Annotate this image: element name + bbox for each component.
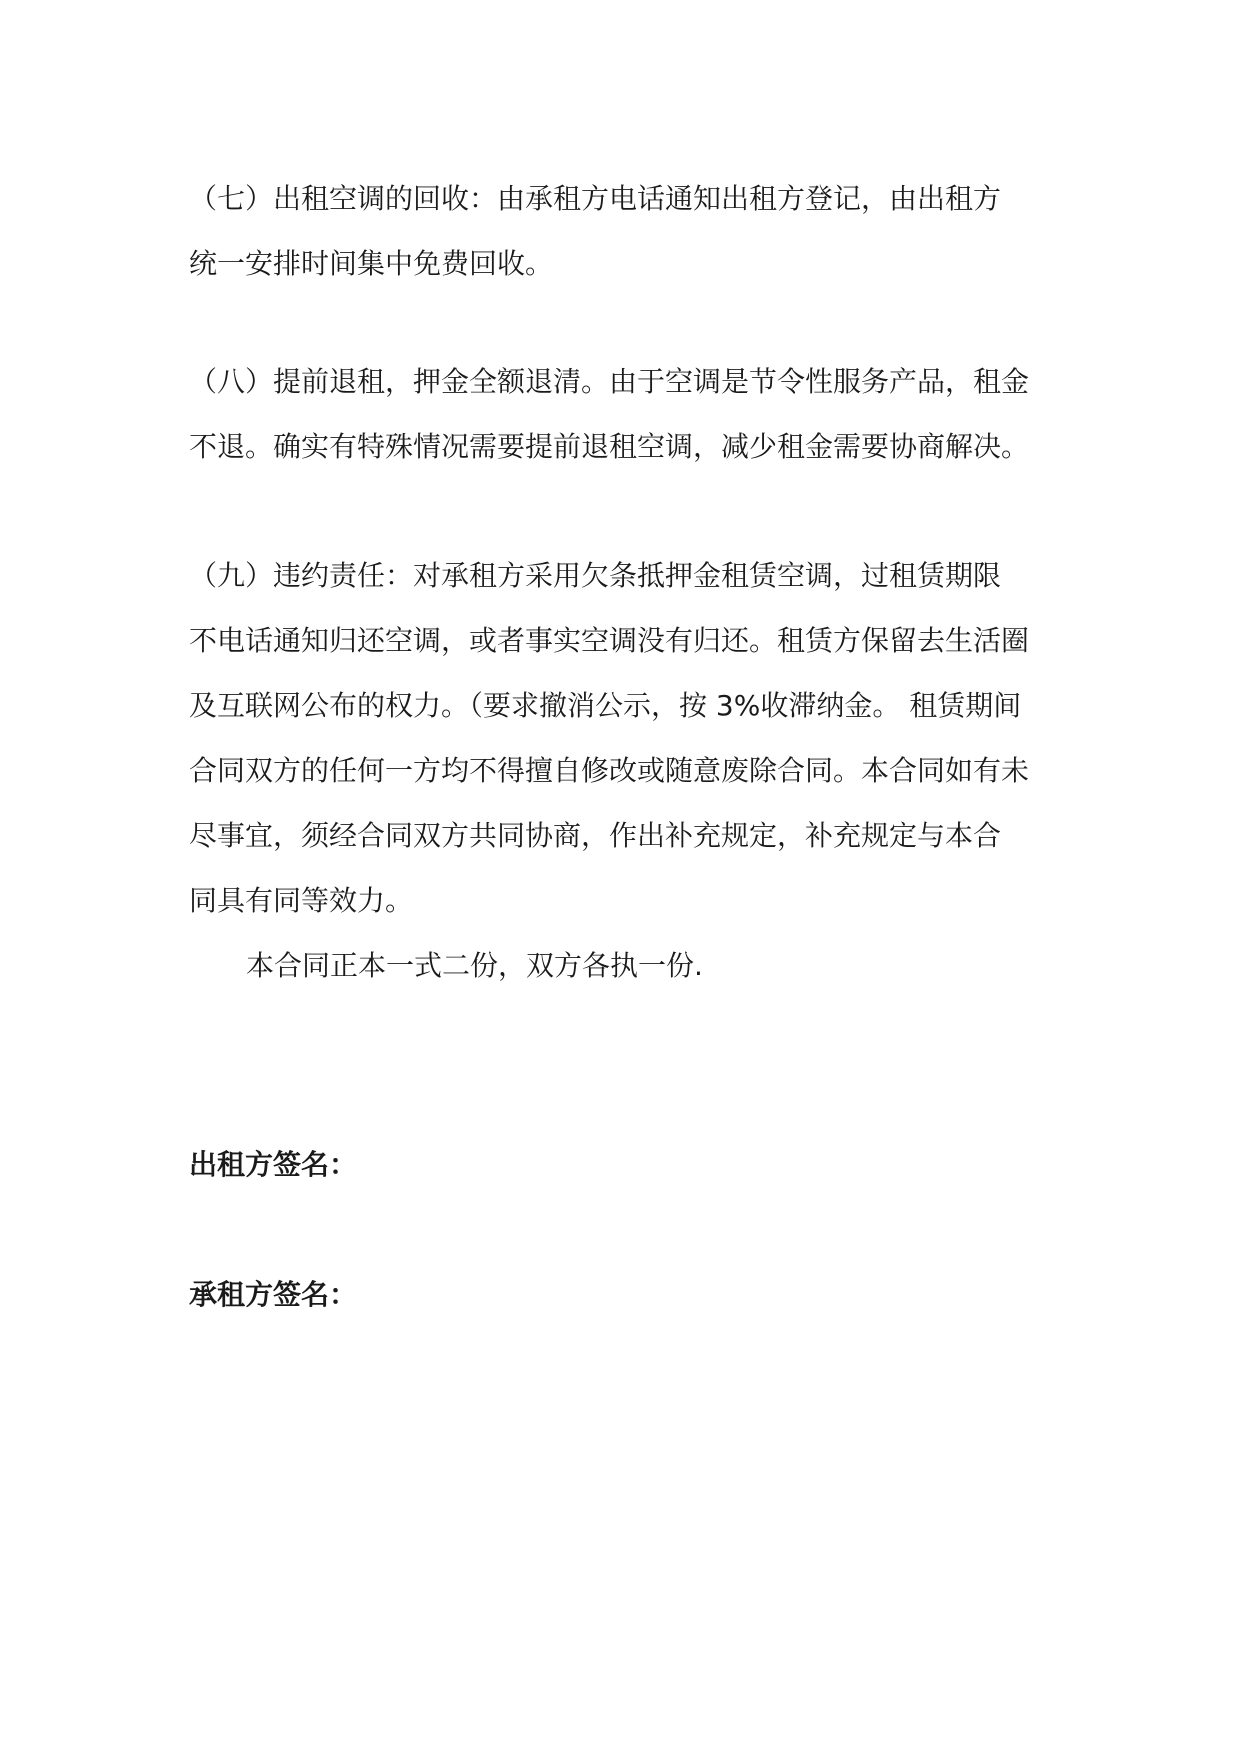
clause-9-line: 同具有同等效力。 <box>189 884 414 917</box>
copies-note-text: 本合同正本一式二份，双方各执一份. <box>246 949 703 982</box>
clause-9-line: 合同双方的任何一方均不得擅自修改或随意废除合同。本合同如有未 <box>189 754 1030 787</box>
clause-8-line: （八）提前退租，押金全额退清。由于空调是节令性服务产品，租金 <box>189 365 1030 398</box>
clause-9-line: （九）违约责任：对承租方采用欠条抵押金租赁空调，过租赁期限 <box>189 559 1002 592</box>
clause-8 <box>189 349 1069 479</box>
clause-7-line: 统一安排时间集中免费回收。 <box>189 247 554 280</box>
clause-9-line: 不电话通知归还空调，或者事实空调没有归还。租赁方保留去生活圈 <box>189 624 1030 657</box>
clause-7-line: （七）出租空调的回收：由承租方电话通知出租方登记，由出租方 <box>189 182 1002 215</box>
clause-9-line: 及互联网公布的权力。（要求撤消公示，按 3%收滞纳金。 租赁期间 <box>189 689 1022 722</box>
lessee-signature-label: 承租方签名： <box>189 1278 358 1311</box>
copies-note <box>246 933 1126 998</box>
clause-9-line: 尽事宜，须经合同双方共同协商，作出补充规定，补充规定与本合 <box>189 819 1002 852</box>
clause-8-line: 不退。确实有特殊情况需要提前退租空调，减少租金需要协商解决。 <box>189 430 1030 463</box>
clause-9 <box>189 543 1069 933</box>
clause-7 <box>189 166 1069 296</box>
lessor-signature-label: 出租方签名： <box>189 1148 358 1181</box>
